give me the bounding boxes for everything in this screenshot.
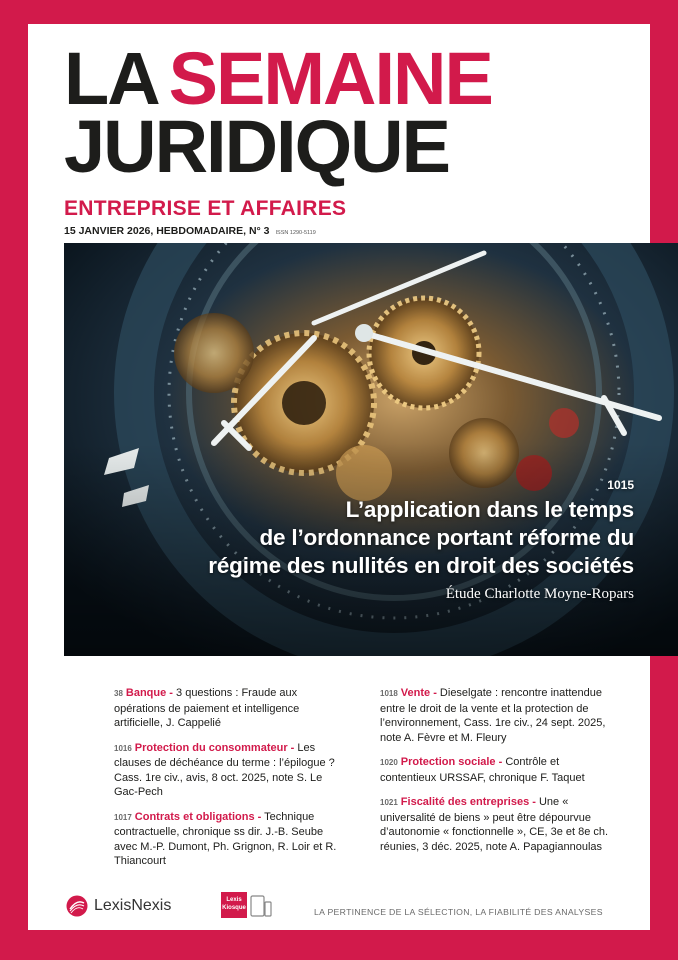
toc-text: Technique contractuelle, chronique ss dir. J.-B. Seube avec M.-P. Dumont, Ph. Grignon, R. Loir et R. Thiancourt — [114, 810, 337, 867]
lead-article-title — [208, 496, 634, 580]
toc-item[interactable] — [114, 810, 346, 869]
toc-text: Contrôle et contentieux URSSAF, chronique F. Taquet — [380, 756, 585, 784]
lexisnexis-logo[interactable] — [66, 895, 171, 917]
toc-item[interactable] — [114, 686, 346, 731]
toc-category: Fiscalité des entreprises - — [400, 796, 536, 808]
masthead-juridique: JURIDIQUE — [64, 105, 449, 188]
lexis-kiosque-badge[interactable] — [221, 892, 272, 918]
toc-text: 3 questions : Fraude aux opérations de paiement et intelligence artificielle, J. Cappelié — [114, 687, 300, 729]
lead-title-line: L’application dans le temps — [345, 497, 634, 522]
toc-number: 38 — [114, 689, 123, 698]
lead-article-number: 1015 — [607, 478, 634, 492]
toc-number: 1016 — [114, 743, 132, 753]
masthead-la: LA — [64, 37, 159, 120]
lead-article-author: Étude Charlotte Moyne-Ropars — [445, 586, 634, 602]
toc-category: Protection du consommateur - — [134, 741, 295, 754]
masthead — [64, 37, 492, 188]
toc-text: Les clauses de déchéance du terme : l’épilogue ? Cass. 1re civ., avis, 8 oct. 2025, note S. Le Gac-Pech — [114, 741, 335, 798]
toc-number: 1017 — [114, 812, 132, 822]
toc-item[interactable] — [380, 755, 616, 785]
toc-category: Vente - — [400, 687, 437, 699]
toc-item[interactable] — [380, 795, 616, 854]
toc-category: Contrats et obligations - — [134, 810, 262, 823]
issn: ISSN 1290-5119 — [275, 230, 316, 236]
toc-item[interactable] — [380, 686, 616, 745]
lead-title-line: régime des nullités en droit des sociétés — [208, 553, 634, 578]
toc-item[interactable] — [114, 741, 346, 800]
toc-column-right — [380, 686, 616, 864]
toc-column-left — [114, 686, 346, 879]
tagline: LA PERTINENCE DE LA SÉLECTION, LA FIABILITÉ DES ANALYSES — [314, 907, 603, 917]
kiosque-label-kiosque: Kiosque — [222, 905, 246, 911]
toc-category: Banque - — [125, 687, 173, 699]
toc-text: Dieselgate : rencontre inattendue entre le droit de la vente et la protection de l’environnement, Cass. 1re civ., 24 sept. 2025, note A. Fèvre et M. Fleury — [380, 687, 606, 744]
issue-line — [64, 225, 316, 237]
lexisnexis-wordmark: LexisNexis — [94, 897, 172, 914]
edition-title: ENTREPRISE ET AFFAIRES — [64, 197, 347, 220]
kiosque-label-lexis: Lexis — [226, 897, 242, 903]
tablet-phone-icon — [250, 894, 272, 918]
toc-number: 1020 — [380, 758, 398, 767]
toc-text: Une « universalité de biens » peut être dépourvue d’autonomie « fonctionnelle », CE, 3e et 8e ch. réunies, 3 déc. 2025, note A. Papagiannoulas — [380, 796, 609, 853]
kiosque-logo — [221, 892, 247, 918]
issue-date: 15 JANVIER 2026, HEBDOMADAIRE, N° 3 — [64, 225, 270, 237]
toc-category: Protection sociale - — [400, 756, 503, 768]
lead-article[interactable] — [208, 478, 634, 603]
toc-number: 1021 — [380, 798, 398, 807]
toc-number: 1018 — [380, 689, 398, 698]
masthead-semaine: SEMAINE — [168, 37, 492, 120]
lead-title-line: de l’ordonnance portant réforme du — [259, 525, 634, 550]
lexisnexis-emblem-icon — [66, 895, 88, 917]
